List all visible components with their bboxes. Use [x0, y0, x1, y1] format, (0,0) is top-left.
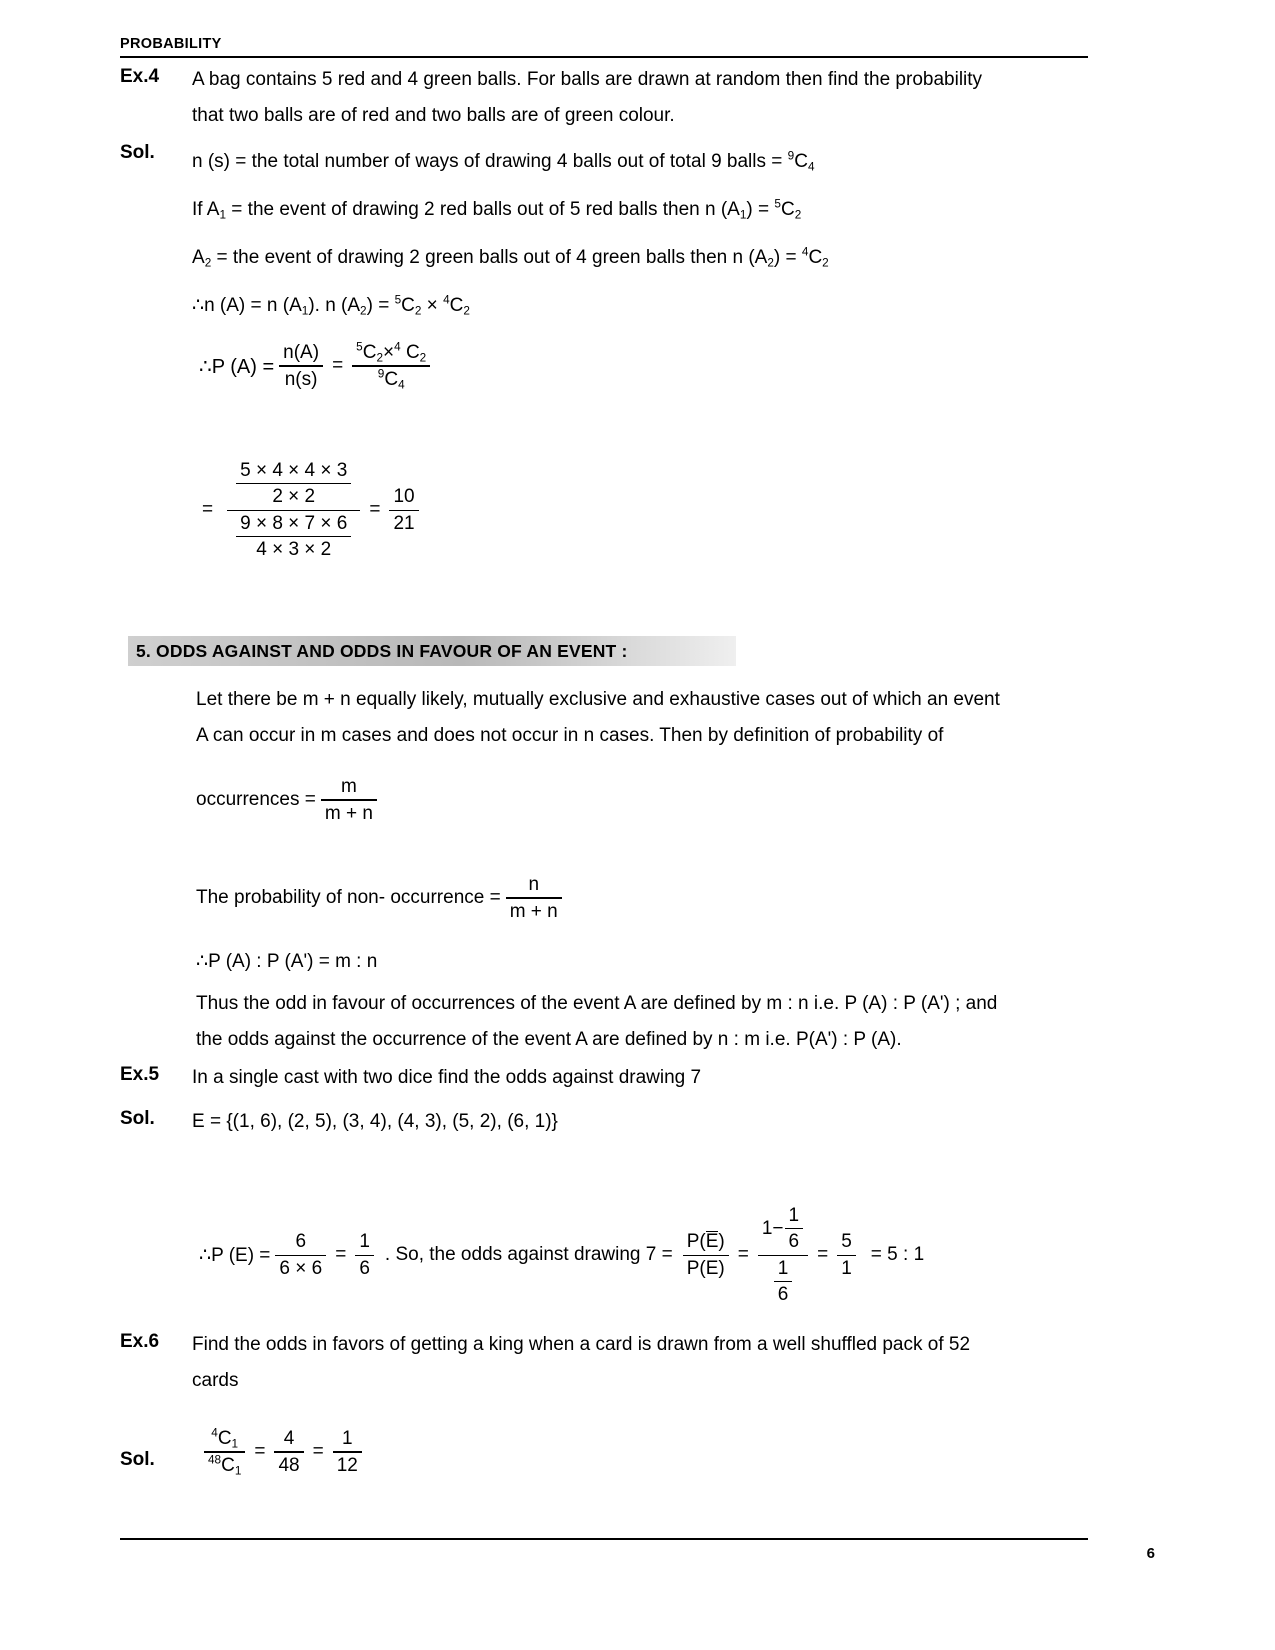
frac-4-over-48: [274, 1428, 303, 1476]
section5-para-line1: Let there be m + n equally likely, mutually exclusive and exhaustive cases out of which an event: [196, 689, 1000, 710]
frac-combinations: [352, 342, 430, 390]
frac-1-over-12: [333, 1428, 362, 1476]
fraction-bar: [683, 1255, 729, 1257]
non-occurrence-equation: [196, 874, 567, 922]
ex4-sol-body: [192, 138, 1088, 330]
fraction-bar: [758, 1255, 808, 1257]
frac-numerator: 1: [788, 1205, 800, 1226]
frac-denominator: 1: [841, 1258, 852, 1280]
frac-denominator: 21: [393, 513, 415, 535]
occurrences-label: occurrences =: [196, 789, 316, 811]
ex4-question-line2: that two balls are of red and two balls are of green colour.: [192, 105, 675, 126]
equals-sign: =: [369, 499, 381, 521]
pe-label: ∴P (E) =: [199, 1244, 271, 1266]
overline-E: E: [705, 1231, 719, 1253]
frac-numerator: n(A): [283, 342, 320, 363]
ex4-sol-line2: If $A_1$ = the event of drawing 2 red balls out of 5 red balls then n $(A_1) = ^5C_2$: [192, 197, 802, 222]
ex4-question-line1: A bag contains 5 red and 4 green balls. For balls are drawn at random then find the probability: [192, 69, 983, 90]
frac-denominator: 6: [359, 1258, 370, 1280]
frac-denominator: [769, 1258, 798, 1306]
frac-5-over-1: [837, 1231, 856, 1279]
frac-numerator: P(E): [686, 1231, 725, 1253]
ex4-question-text: [192, 62, 1088, 134]
ex4-question-row: [120, 62, 1088, 134]
fraction-bar: [333, 1451, 362, 1453]
frac-denominator: $^{48}C_1$: [208, 1453, 242, 1478]
ex5-mid-text: . So, the odds against drawing 7 =: [384, 1244, 673, 1266]
ex6-question-text: [192, 1327, 1088, 1399]
inner-frac-1-6-top: [785, 1205, 804, 1253]
pa-label: ∴P (A) =: [199, 355, 275, 378]
section-header-label: 5. ODDS AGAINST AND ODDS IN FAVOUR OF AN EVENT :: [136, 640, 628, 661]
ex5-question-text: In a single cast with two dice find the odds against drawing 7: [192, 1067, 702, 1088]
frac-PEbar-over-PE: [683, 1231, 729, 1279]
ex5-tag: Ex.5: [120, 1064, 160, 1085]
ex6-question-line1: Find the odds in favors of getting a king when a card is drawn from a well shuffled pack of 52: [192, 1334, 971, 1355]
occurrences-equation: [196, 776, 382, 824]
frac-numerator: 1: [342, 1428, 353, 1449]
ex6-tag: Ex.6: [120, 1331, 160, 1352]
ex4-expanded-fraction: [198, 460, 424, 561]
equals-sign: =: [312, 1441, 324, 1463]
frac-numerator: 10: [393, 486, 415, 508]
ex4-tag: Ex.4: [120, 66, 160, 87]
fraction-bar: [236, 483, 351, 484]
fraction-bar: [274, 1451, 303, 1453]
frac-denominator: 6: [788, 1231, 800, 1253]
frac-denominator: 6: [777, 1284, 789, 1306]
ex6-equation: [199, 1428, 367, 1476]
equals-sign: =: [335, 1244, 347, 1266]
frac-numerator: m: [340, 776, 357, 797]
inner-fraction-bottom: [236, 513, 351, 561]
page-number: 6: [1146, 1545, 1155, 1562]
fraction-bar: [785, 1228, 804, 1229]
section5-thus-line2: the odds against the occurrence of the event A are defined by n : m i.e. P(A') : P (A).: [196, 1029, 902, 1050]
frac-numerator: 1: [359, 1231, 370, 1253]
section5-ratio-line: ∴P (A) : P (A') = m : n: [196, 951, 378, 972]
inner-fraction-top: [236, 460, 351, 508]
fraction-bar: [837, 1255, 856, 1257]
equals-sign: =: [817, 1244, 829, 1266]
ex5-sol-tag: Sol.: [120, 1108, 155, 1129]
fraction-bar: [227, 510, 360, 512]
equals-sign: =: [737, 1244, 749, 1266]
frac-6-over-36: [275, 1231, 326, 1279]
section-header-odds: [128, 636, 736, 666]
ex4-sol-tag: Sol.: [120, 142, 155, 163]
section5-thus-paragraph: [196, 986, 1088, 1058]
frac-denominator: $^9C_4$: [377, 367, 405, 392]
frac-n-over-m-plus-n: [506, 874, 562, 922]
ex5-odds-equation: [199, 1205, 924, 1306]
ex5-final-ratio: = 5 : 1: [870, 1244, 925, 1266]
fraction-bar: [352, 365, 430, 367]
footer-rule: [120, 1538, 1088, 1540]
fraction-bar: [279, 365, 323, 367]
section5-paragraph: [196, 682, 1088, 754]
frac-numerator: [227, 460, 360, 508]
ex4-probability-equation: [199, 342, 435, 390]
ex6-question-line2: cards: [192, 1370, 239, 1391]
frac-denominator: P(E): [686, 1258, 725, 1280]
ex4-sol-row: [120, 138, 1088, 330]
running-head: PROBABILITY: [120, 36, 222, 52]
ex6-sol-tag: Sol.: [120, 1449, 155, 1470]
frac-result: [389, 486, 418, 534]
fraction-bar: [321, 799, 377, 801]
frac-numerator: $^4C_1$: [211, 1426, 239, 1451]
frac-denominator: 6 × 6: [279, 1258, 323, 1280]
fraction-bar: [275, 1255, 326, 1257]
ex4-sol-line4: ∴n (A) = n $(A_1)$. n $(A_2) = ^5C_2 \times ^4C_2$: [192, 293, 470, 318]
frac-numerator: 9 × 8 × 7 × 6: [240, 513, 348, 535]
frac-denominator: 12: [336, 1454, 358, 1476]
ex5-sol-row: [120, 1104, 1088, 1140]
frac-denominator: m + n: [324, 802, 373, 824]
frac-nA-over-nS: [279, 342, 323, 390]
frac-numerator: 4: [283, 1428, 295, 1449]
frac-numerator: 6: [295, 1231, 307, 1253]
non-occurrence-label: The probability of non- occurrence =: [196, 887, 501, 909]
frac-numerator: 1− $\frac{1}{6}$: [758, 1205, 808, 1253]
equals-sign: =: [332, 355, 344, 377]
frac-m-over-m-plus-n: [321, 776, 377, 824]
nested-fraction: [227, 460, 360, 561]
frac-numerator: $^5C_2\times^4$ $C_2$: [356, 340, 427, 365]
ex4-sol-line1: n (s) = the total number of ways of drawing 4 balls out of total 9 balls = $^9C_4$: [192, 149, 815, 174]
frac-denominator: [227, 513, 360, 561]
frac-4C1-over-48C1: [204, 1428, 245, 1476]
frac-denominator: n(s): [284, 368, 318, 390]
fraction-bar: [389, 510, 418, 512]
fraction-bar: [236, 536, 351, 537]
header-rule: [120, 56, 1088, 58]
frac-denominator: 2 × 2: [272, 486, 316, 508]
inner-frac-1-6-bottom: [774, 1258, 793, 1306]
fraction-bar: [506, 897, 562, 899]
frac-denominator: 4 × 3 × 2: [256, 539, 332, 561]
frac-1-over-6: [355, 1231, 374, 1279]
fraction-bar: [355, 1255, 374, 1257]
frac-numerator: n: [528, 874, 540, 895]
frac-denominator: m + n: [509, 900, 558, 922]
section5-para-line2: A can occur in m cases and does not occur in n cases. Then by definition of probability of: [196, 725, 944, 746]
frac-numerator: 5 × 4 × 4 × 3: [240, 460, 348, 481]
fraction-bar: [774, 1281, 793, 1282]
frac-complex-odds: [758, 1205, 808, 1306]
ex6-question-row: [120, 1327, 1088, 1399]
ex5-set-line: E = {(1, 6), (2, 5), (3, 4), (4, 3), (5, 2), (6, 1)}: [192, 1111, 558, 1132]
equals-sign: =: [254, 1441, 266, 1463]
ex4-sol-line3: $A_2$ = the event of drawing 2 green balls out of 4 green balls then n $(A_2) = ^4C_2$: [192, 245, 829, 270]
ex5-question-row: [120, 1060, 1088, 1096]
frac-denominator: 48: [278, 1454, 300, 1476]
section5-thus-line1: Thus the odd in favour of occurrences of the event A are defined by m : n i.e. P (A) : P (A') ; and: [196, 993, 998, 1014]
frac-numerator: 1: [777, 1258, 789, 1280]
equals-sign: =: [202, 499, 214, 521]
frac-numerator: 5: [841, 1231, 852, 1253]
